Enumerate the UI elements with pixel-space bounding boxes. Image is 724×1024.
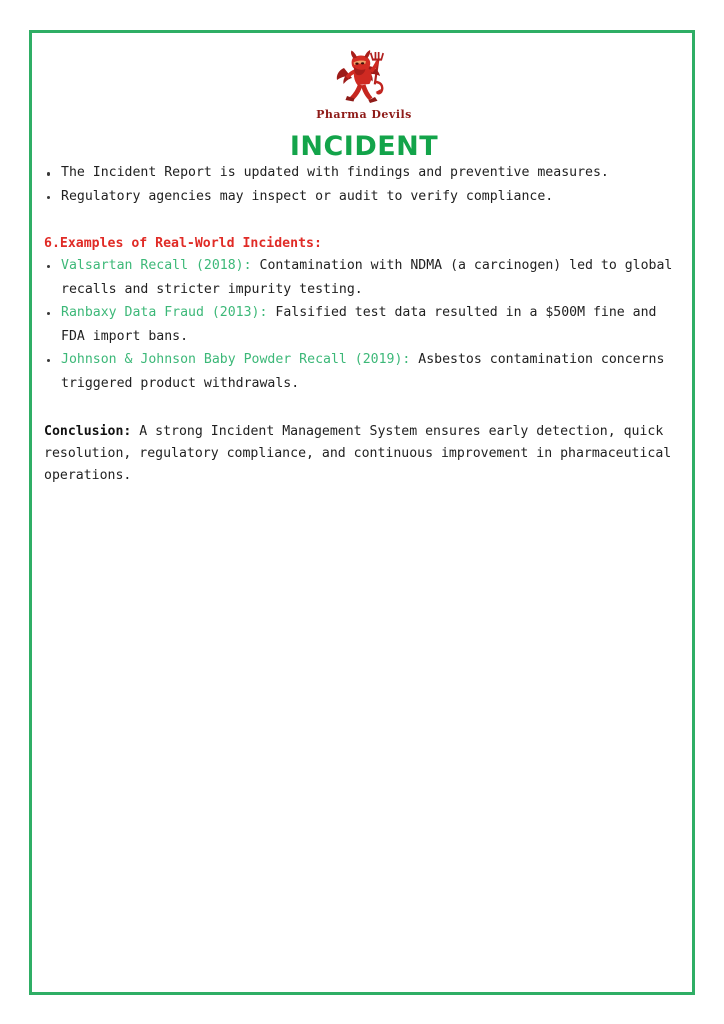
logo-wordmark: Pharma Devils xyxy=(316,108,412,121)
examples-list xyxy=(44,254,684,395)
example-description: Contamination with NDMA (a carcinogen) led to global recalls and stricter impurity testing. xyxy=(61,258,673,297)
list-item xyxy=(44,254,684,301)
list-item xyxy=(44,185,684,209)
red-devil-logo-icon xyxy=(331,48,397,106)
example-description: Falsified test data resulted in a $500M fine and FDA import bans. xyxy=(61,305,657,344)
list-item xyxy=(44,161,684,185)
bullet-dot-icon xyxy=(47,359,50,362)
page-title: INCIDENT xyxy=(289,131,439,162)
example-label: Valsartan Recall (2018): xyxy=(61,258,252,274)
example-label: Ranbaxy Data Fraud (2013): xyxy=(61,305,268,321)
example-description: Asbestos contamination concerns triggered product withdrawals. xyxy=(61,352,665,391)
conclusion-paragraph xyxy=(44,421,684,486)
bullet-dot-icon xyxy=(47,312,50,315)
list-item-text: The Incident Report is updated with findings and preventive measures. xyxy=(61,165,609,181)
list-item-text: Regulatory agencies may inspect or audit to verify compliance. xyxy=(61,188,554,204)
example-label: Johnson & Johnson Baby Powder Recall (2019): xyxy=(61,352,411,368)
bullet-dot-icon xyxy=(47,265,50,268)
list-item xyxy=(44,301,684,348)
list-item xyxy=(44,348,684,395)
conclusion-label: Conclusion: xyxy=(44,424,132,440)
conclusion-text: A strong Incident Management System ensures early detection, quick resolution, regulatory compliance, and continuous improvement in pharmaceutical operations. xyxy=(44,424,672,483)
intro-bullet-list xyxy=(44,161,684,208)
bullet-dot-icon xyxy=(47,172,50,175)
logo-block xyxy=(44,44,684,121)
bullet-dot-icon xyxy=(47,196,50,199)
document-content xyxy=(44,44,684,500)
section-heading: 6.Examples of Real-World Incidents: xyxy=(44,236,322,252)
